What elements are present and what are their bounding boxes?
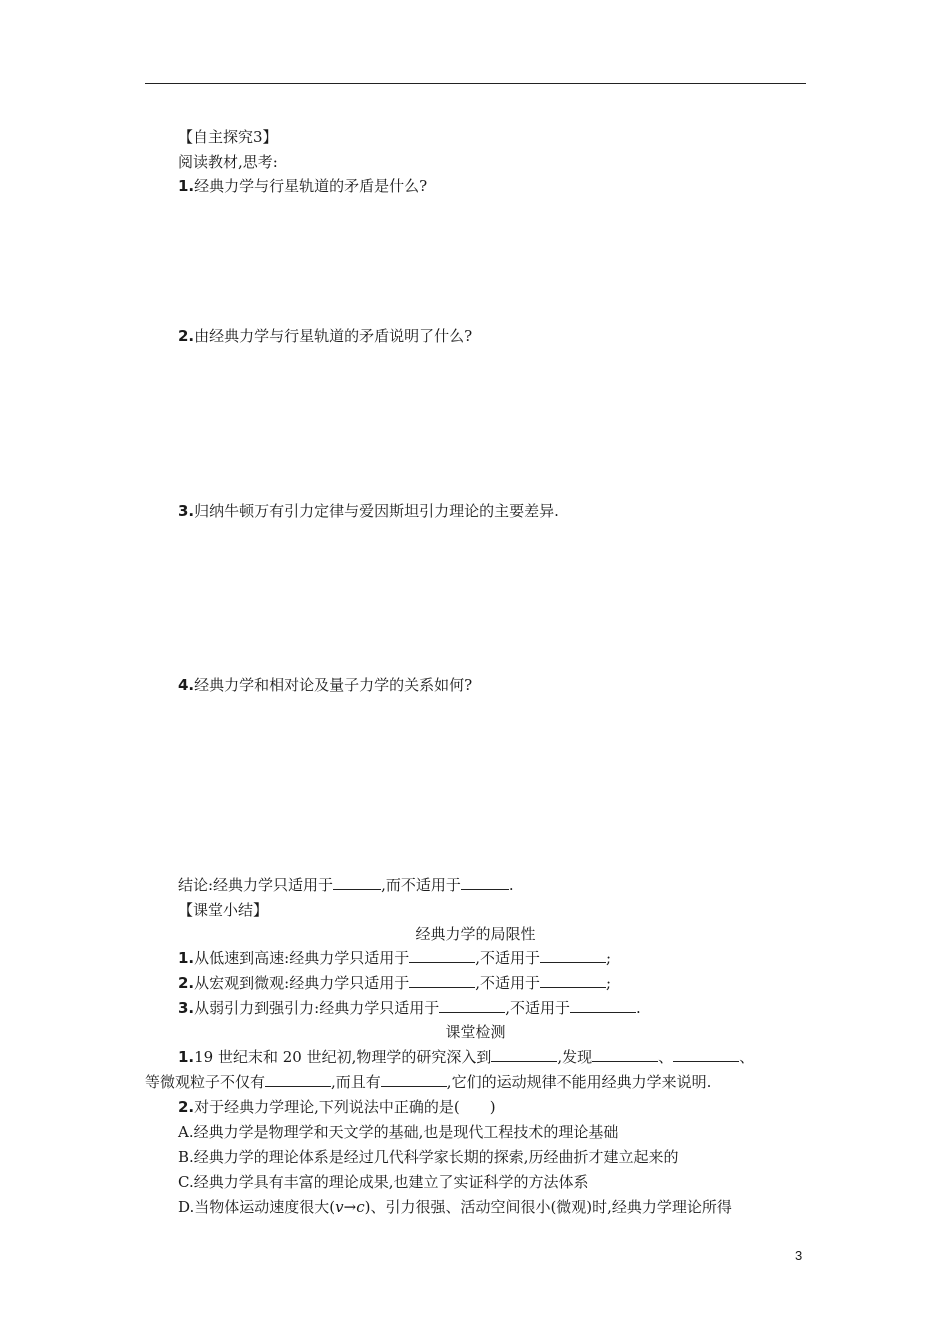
symbol-v: v bbox=[335, 1198, 344, 1216]
question-number: 1. bbox=[178, 177, 195, 195]
item-text: ; bbox=[605, 949, 612, 967]
question-number: 4. bbox=[178, 676, 195, 694]
option-d bbox=[178, 1197, 732, 1217]
question-3 bbox=[178, 501, 559, 521]
blank-field[interactable] bbox=[673, 1047, 739, 1062]
option-b: B.经典力学的理论体系是经过几代科学家长期的探索,历经曲折才建立起来的 bbox=[178, 1148, 679, 1166]
item-text: 从弱引力到强引力:经典力学只适用于 bbox=[194, 999, 440, 1017]
question-text: 由经典力学与行星轨道的矛盾说明了什么? bbox=[194, 327, 473, 345]
summary-heading: 【课堂小结】 bbox=[178, 901, 269, 919]
item-text: ,不适用于 bbox=[475, 974, 540, 992]
item-text: ,不适用于 bbox=[475, 949, 540, 967]
item-number: 1. bbox=[178, 949, 195, 967]
blank-field[interactable] bbox=[333, 875, 381, 890]
conclusion-text: 结论:经典力学只适用于 bbox=[178, 876, 334, 894]
symbol-c: c bbox=[356, 1198, 365, 1216]
explore-heading: 【自主探究3】 bbox=[178, 128, 278, 146]
blank-field[interactable] bbox=[265, 1072, 331, 1087]
question-number: 3. bbox=[178, 502, 195, 520]
summary-title: 经典力学的局限性 bbox=[415, 925, 536, 943]
blank-field[interactable] bbox=[439, 998, 505, 1013]
question-text: 、 bbox=[739, 1048, 755, 1066]
option-a: A.经典力学是物理学和天文学的基础,也是现代工程技术的理论基础 bbox=[178, 1123, 619, 1141]
test-question-2 bbox=[178, 1097, 496, 1117]
blank-field[interactable] bbox=[381, 1072, 447, 1087]
test-title: 课堂检测 bbox=[445, 1023, 506, 1041]
question-number: 2. bbox=[178, 1098, 195, 1116]
question-text: ,它们的运动规律不能用经典力学来说明. bbox=[446, 1073, 712, 1091]
conclusion-text: . bbox=[508, 876, 514, 894]
question-2 bbox=[178, 326, 472, 346]
item-text: . bbox=[635, 999, 641, 1017]
question-text: 对于经典力学理论,下列说法中正确的是( ) bbox=[194, 1098, 496, 1116]
explore-intro: 阅读教材,思考: bbox=[178, 153, 278, 171]
arrow-symbol: → bbox=[343, 1198, 357, 1216]
test-question-1-line-1 bbox=[178, 1047, 754, 1067]
summary-item-1 bbox=[178, 948, 611, 968]
blank-field[interactable] bbox=[491, 1047, 557, 1062]
conclusion bbox=[178, 875, 514, 895]
summary-item-2 bbox=[178, 973, 611, 993]
question-text: ,而且有 bbox=[331, 1073, 381, 1091]
question-text: 、 bbox=[658, 1048, 674, 1066]
question-text: 经典力学与行星轨道的矛盾是什么? bbox=[194, 177, 428, 195]
summary-item-3 bbox=[178, 998, 641, 1018]
item-number: 2. bbox=[178, 974, 195, 992]
item-text: ,不适用于 bbox=[505, 999, 570, 1017]
header-rule bbox=[145, 83, 806, 84]
question-4 bbox=[178, 675, 472, 695]
question-1 bbox=[178, 176, 427, 196]
question-text: ,发现 bbox=[557, 1048, 593, 1066]
item-text: 从低速到高速:经典力学只适用于 bbox=[194, 949, 410, 967]
item-text: ; bbox=[605, 974, 612, 992]
option-c: C.经典力学具有丰富的理论成果,也建立了实证科学的方法体系 bbox=[178, 1173, 589, 1191]
blank-field[interactable] bbox=[409, 948, 475, 963]
blank-field[interactable] bbox=[461, 875, 509, 890]
conclusion-text: ,而不适用于 bbox=[381, 876, 461, 894]
blank-field[interactable] bbox=[540, 948, 606, 963]
question-text: 19 世纪末和 20 世纪初,物理学的研究深入到 bbox=[194, 1048, 492, 1066]
question-text: 等微观粒子不仅有 bbox=[145, 1073, 266, 1091]
question-text: 经典力学和相对论及量子力学的关系如何? bbox=[194, 676, 473, 694]
test-question-1-line-2 bbox=[145, 1072, 711, 1092]
option-text: )、引力很强、活动空间很小(微观)时,经典力学理论所得 bbox=[364, 1198, 732, 1216]
item-text: 从宏观到微观:经典力学只适用于 bbox=[194, 974, 410, 992]
blank-field[interactable] bbox=[570, 998, 636, 1013]
question-number: 1. bbox=[178, 1048, 195, 1066]
blank-field[interactable] bbox=[592, 1047, 658, 1062]
blank-field[interactable] bbox=[540, 973, 606, 988]
option-text: D.当物体运动速度很大( bbox=[178, 1198, 336, 1216]
question-number: 2. bbox=[178, 327, 195, 345]
page-number: 3 bbox=[795, 1248, 803, 1263]
blank-field[interactable] bbox=[409, 973, 475, 988]
question-text: 归纳牛顿万有引力定律与爱因斯坦引力理论的主要差异. bbox=[194, 502, 559, 520]
item-number: 3. bbox=[178, 999, 195, 1017]
